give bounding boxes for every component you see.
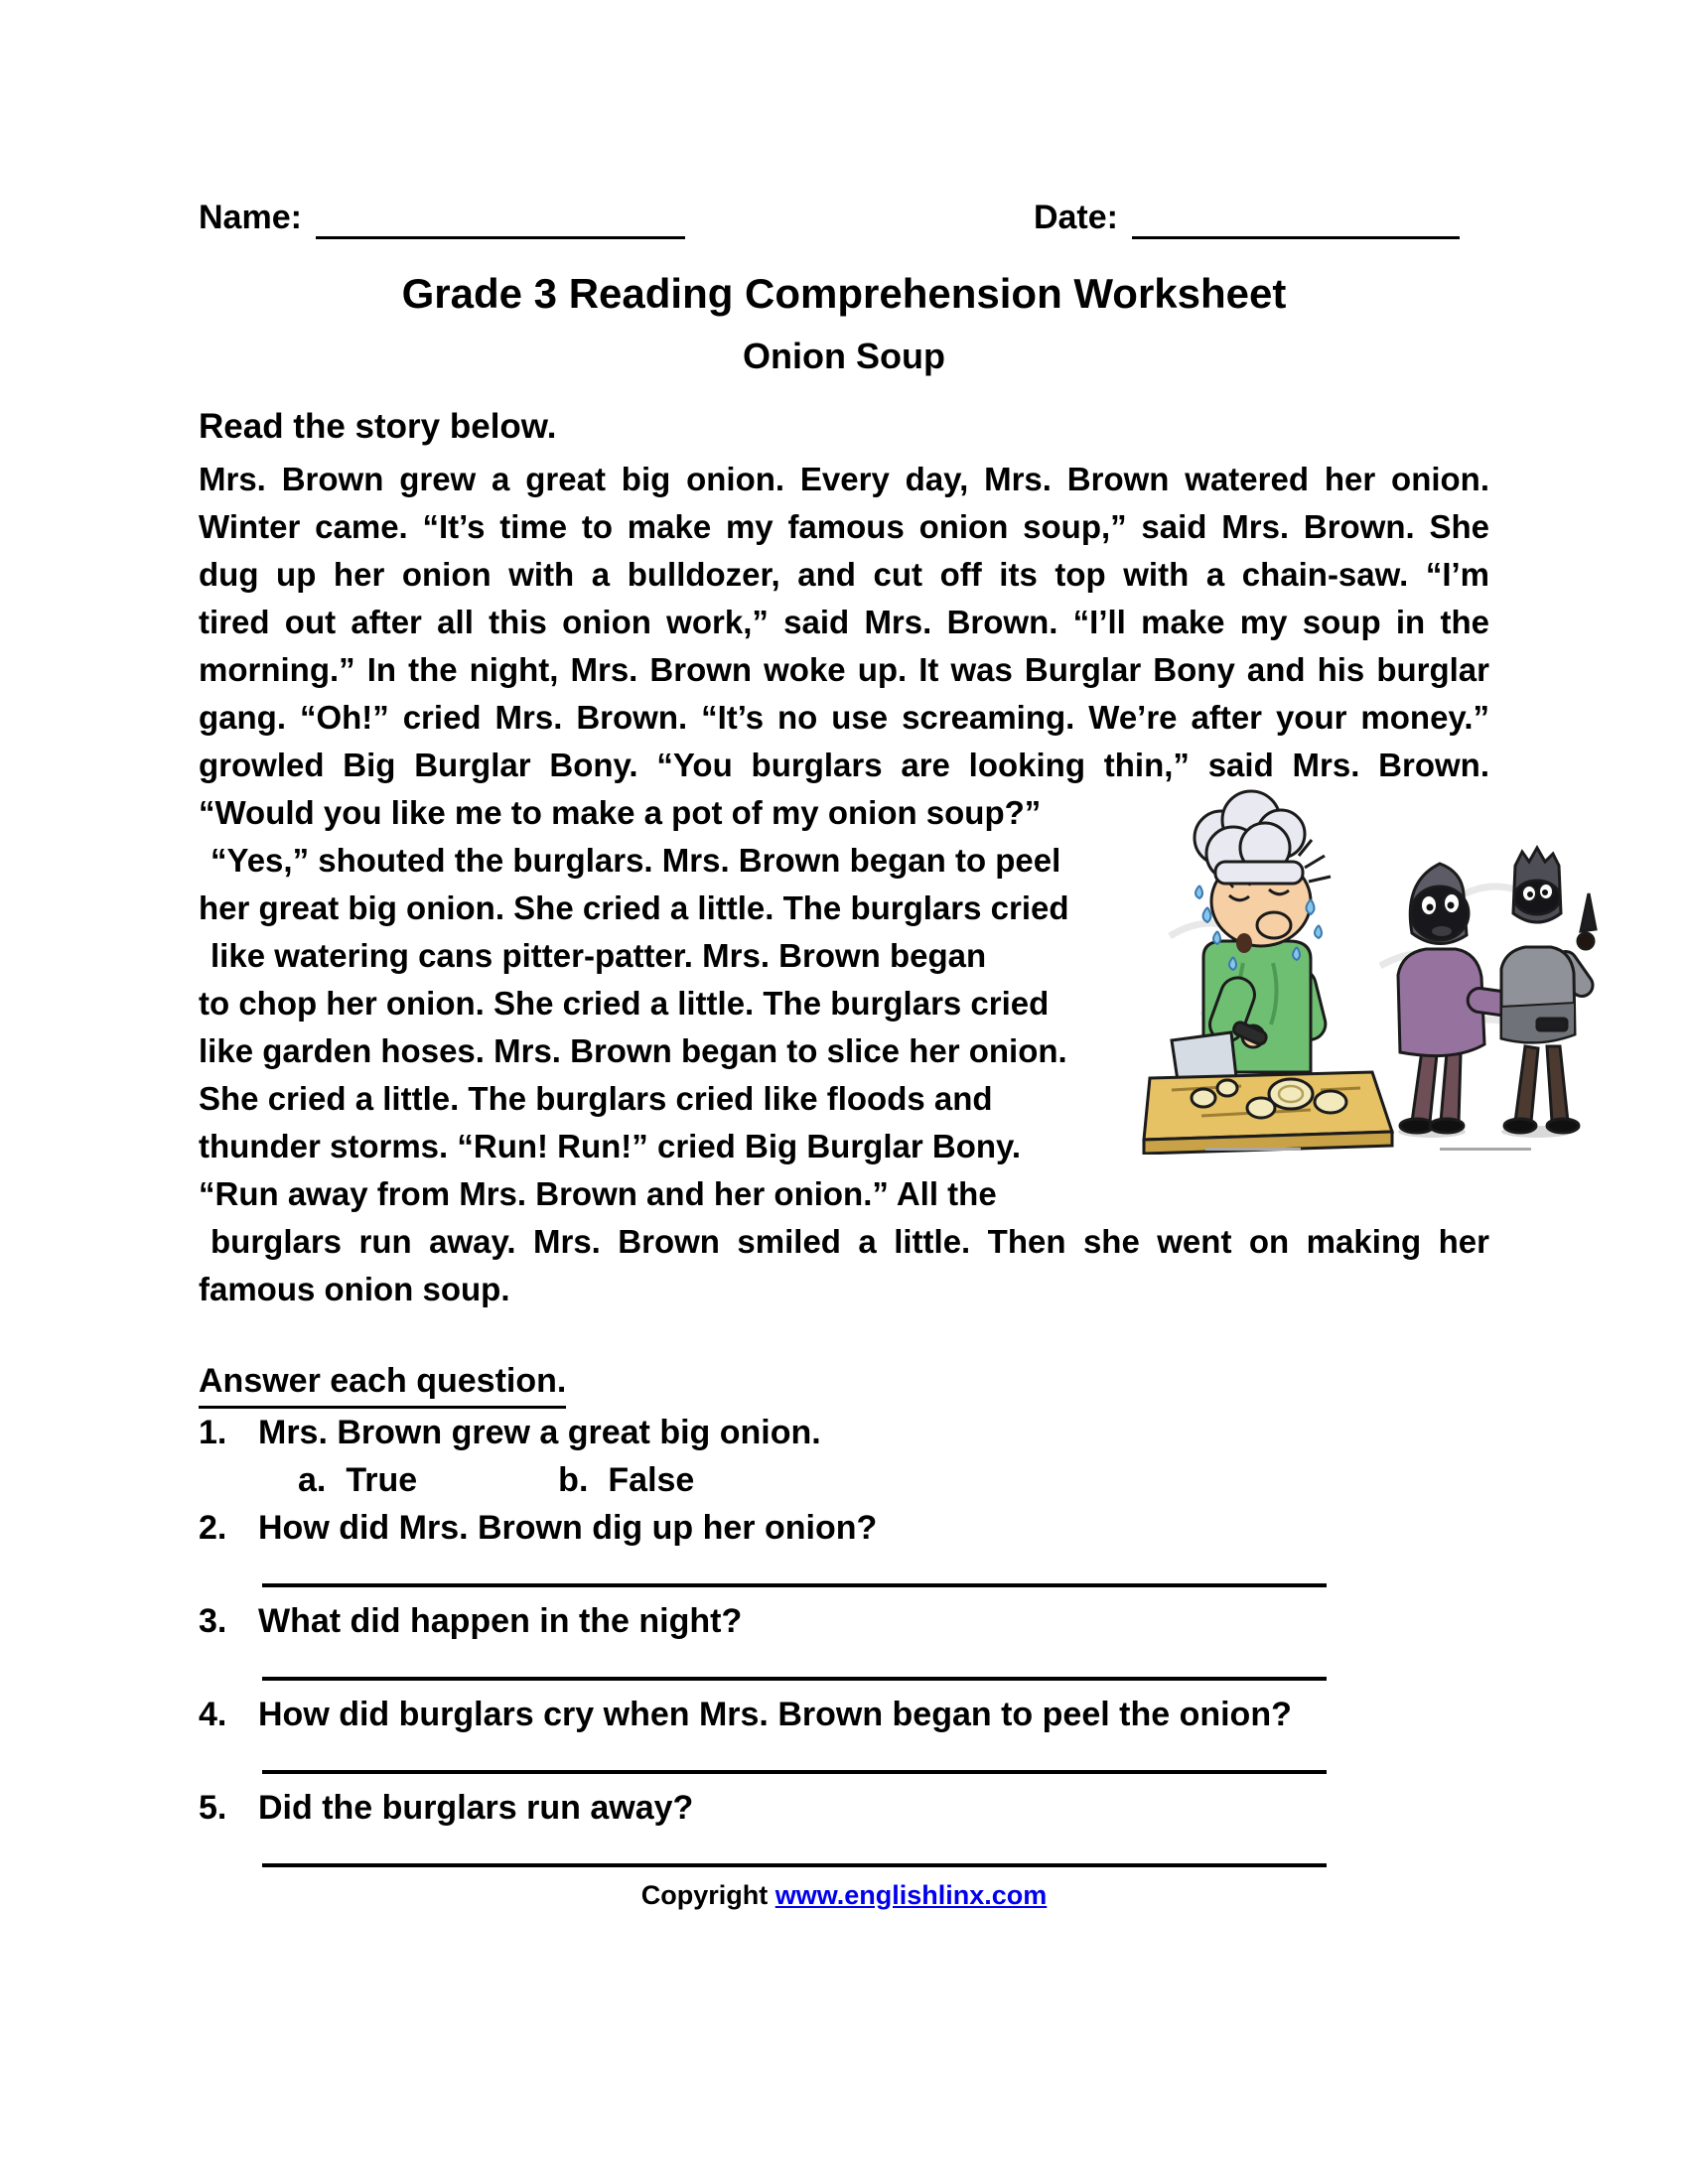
clipart-caption-marks: [1205, 1148, 1531, 1151]
question-number: 3.: [199, 1602, 227, 1640]
question-5: [199, 1784, 1489, 1832]
name-label: Name:: [199, 199, 302, 236]
story-line: morning.” In the night, Mrs. Brown woke up. It was Burglar Bony and his burglar: [199, 651, 1489, 688]
answer-blank-line: [262, 1577, 1327, 1587]
question-1-options: [199, 1456, 1489, 1504]
name-blank-line: [316, 200, 685, 239]
story-line: “Would you like me to make a pot of my onion soup?”: [199, 794, 1042, 831]
question-text: Did the burglars run away?: [258, 1789, 694, 1827]
questions-section: [199, 1357, 1489, 1867]
header-row: [199, 196, 1489, 239]
story-line: like garden hoses. Mrs. Brown began to slice her onion.: [199, 1032, 1067, 1069]
story-line: dug up her onion with a bulldozer, and cut off its top with a chain-saw. “I’m: [199, 556, 1489, 593]
copyright-label: Copyright: [640, 1880, 775, 1910]
option-a-label: a.: [298, 1461, 327, 1499]
question-text: What did happen in the night?: [258, 1602, 743, 1640]
option-b-label: b.: [558, 1461, 589, 1499]
copyright-link[interactable]: www.englishlinx.com: [774, 1880, 1048, 1910]
date-label: Date:: [1033, 199, 1118, 236]
answer-blank-line: [262, 1857, 1327, 1867]
question-number: 5.: [199, 1789, 227, 1827]
answer-blank-line: [262, 1764, 1327, 1774]
question-3: [199, 1597, 1489, 1645]
question-number: 4.: [199, 1696, 227, 1733]
question-4: [199, 1691, 1489, 1738]
story-line: Mrs. Brown grew a great big onion. Every day, Mrs. Brown watered her onion.: [199, 461, 1489, 497]
question-text: Mrs. Brown grew a great big onion.: [258, 1414, 821, 1451]
question-number: 2.: [199, 1509, 227, 1547]
story-line: “Yes,” shouted the burglars. Mrs. Brown began to peel: [211, 842, 1061, 879]
name-field: [199, 196, 685, 239]
option-a-text: True: [346, 1461, 418, 1499]
questions-heading: [199, 1357, 1489, 1409]
story-line: thunder storms. “Run! Run!” cried Big Burglar Bony.: [199, 1128, 1022, 1164]
story-line: She cried a little. The burglars cried like floods and: [199, 1080, 993, 1117]
burglar-gray-figure: [1501, 848, 1597, 1138]
footer: [199, 1877, 1489, 1913]
option-b-text: False: [608, 1461, 695, 1499]
story-line: Winter came. “It’s time to make my famous onion soup,” said Mrs. Brown. She: [199, 508, 1489, 545]
story-title: Onion Soup: [743, 336, 945, 376]
question-number: 1.: [199, 1414, 227, 1451]
story-line: growled Big Burglar Bony. “You burglars are looking thin,” said Mrs. Brown.: [199, 747, 1489, 783]
answer-blank-line: [262, 1671, 1327, 1681]
question-2: [199, 1504, 1489, 1552]
page-title: Grade 3 Reading Comprehension Worksheet: [401, 270, 1287, 317]
date-blank-line: [1132, 200, 1460, 239]
story-line: like watering cans pitter-patter. Mrs. Brown began: [211, 937, 987, 974]
story-line: tired out after all this onion work,” said Mrs. Brown. “I’ll make my soup in the: [199, 604, 1489, 640]
story-line: to chop her onion. She cried a little. The burglars cried: [199, 985, 1050, 1022]
question-text: How did Mrs. Brown dig up her onion?: [258, 1509, 878, 1547]
story-line: burglars run away. Mrs. Brown smiled a little. Then she went on making her: [211, 1223, 1489, 1260]
cook-figure: [1144, 791, 1392, 1154]
question-text: How did burglars cry when Mrs. Brown began to peel the onion?: [258, 1696, 1292, 1733]
story-illustration-image: [1142, 782, 1599, 1155]
story-line: gang. “Oh!” cried Mrs. Brown. “It’s no use screaming. We’re after your money.”: [199, 699, 1489, 736]
date-field: [1034, 196, 1460, 239]
story-line: her great big onion. She cried a little. The burglars cried: [199, 889, 1069, 926]
question-1: [199, 1409, 1489, 1456]
questions-heading-text: Answer each question.: [199, 1357, 566, 1409]
story-line: famous onion soup.: [199, 1271, 510, 1307]
story-instruction: Read the story below.: [199, 407, 557, 446]
story-line: “Run away from Mrs. Brown and her onion.” All the: [199, 1175, 997, 1212]
